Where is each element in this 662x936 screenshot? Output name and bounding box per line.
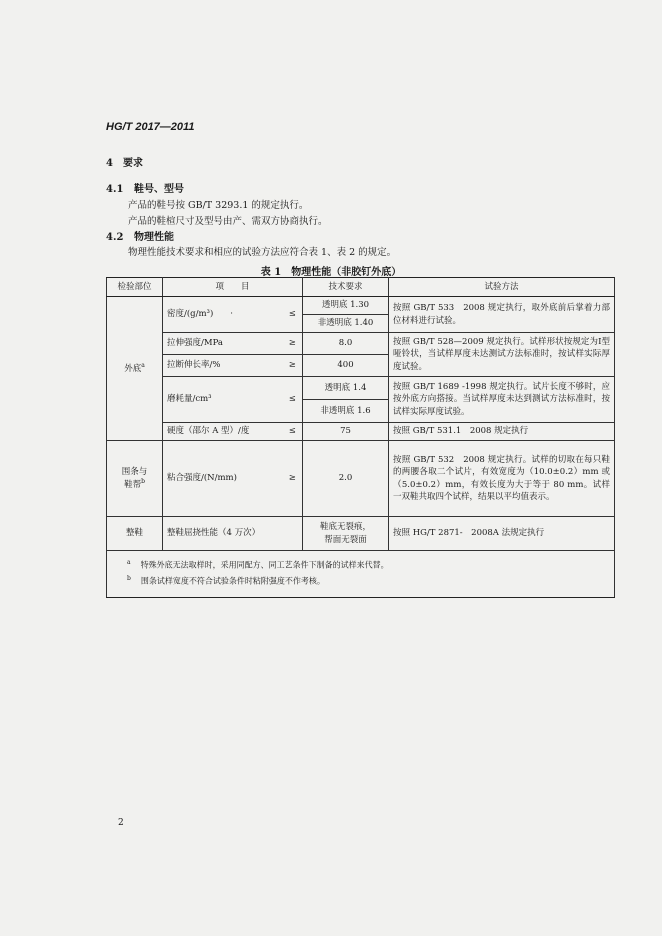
- footnote-b: $^b$ 围条试样宽度不符合试验条件时粘附强度不作考核。: [127, 574, 325, 586]
- item-abrasion: 磨耗量/cm³: [163, 377, 283, 423]
- section-4-1-line-1: 产品的鞋号按 GB/T 3293.1 的规定执行。: [128, 200, 309, 211]
- item-flex: 整鞋屈挠性能（4 万次）: [163, 517, 303, 551]
- table-row: [107, 333, 615, 355]
- density-req-opaque: 非透明底 1.40: [303, 315, 389, 333]
- flex-method: 按照 HG/T 2871- 2008A 法规定执行: [389, 517, 615, 551]
- section-4-heading: [106, 154, 143, 169]
- elongation-symbol: ≥: [283, 355, 303, 377]
- section-4-2-line-1: 物理性能技术要求和相应的试验方法应符合表 1、表 2 的规定。: [128, 247, 397, 258]
- table-row: [107, 377, 615, 400]
- header-part: 检验部位: [107, 278, 163, 297]
- abrasion-method: 按照 GB/T 1689 -1998 规定执行。试片长度不够时，应按外底方向搭接。当试样厚度未达到测试方法标准时，按试样实际厚度试验。: [389, 377, 615, 423]
- table-row: [107, 423, 615, 441]
- section-4-number: 4: [106, 158, 113, 169]
- item-adhesion: 粘合强度/(N/mm): [163, 441, 283, 517]
- part-strip-upper: 围条与 鞋帮$^b$: [107, 441, 163, 517]
- abrasion-symbol: ≤: [283, 377, 303, 423]
- table-1-title: 表 1 物理性能（非胶钉外底）: [260, 267, 402, 278]
- header-item: 项 目: [163, 278, 303, 297]
- tensile-method: 按照 GB/T 528—2009 规定执行。试样形状按规定为Ⅰ型哑铃状，当试样厚度未达测试方法标准时，按试样实际厚度试验。: [389, 333, 615, 377]
- adhesion-symbol: ≥: [283, 441, 303, 517]
- tensile-symbol: ≥: [283, 333, 303, 355]
- adhesion-req: 2.0: [303, 441, 389, 517]
- table-footnotes: [107, 551, 615, 598]
- density-method: 按照 GB/T 533 2008 规定执行，取外底前后掌着力部位材料进行试验。: [389, 297, 615, 333]
- hardness-req: 75: [303, 423, 389, 441]
- physical-properties-table: [106, 277, 615, 598]
- table-row: [107, 441, 615, 517]
- item-density: 密度/(g/m³) ·: [163, 297, 283, 333]
- tensile-req: 8.0: [303, 333, 389, 355]
- abrasion-req-transparent: 透明底 1.4: [303, 377, 389, 400]
- section-4-1-number: 4.1: [106, 184, 124, 195]
- header-method: 试验方法: [389, 278, 615, 297]
- section-4-1-title: 鞋号、型号: [134, 184, 184, 195]
- density-symbol: ≤: [283, 297, 303, 333]
- elongation-req: 400: [303, 355, 389, 377]
- page-number: 2: [118, 818, 124, 828]
- hardness-method: 按照 GB/T 531.1 2008 规定执行: [389, 423, 615, 441]
- part-outsole: 外底$^a$: [107, 297, 163, 441]
- section-4-2-heading: [106, 228, 174, 243]
- part-whole-shoe: 整鞋: [107, 517, 163, 551]
- section-4-2-title: 物理性能: [134, 232, 174, 243]
- item-tensile: 拉伸强度/MPa: [163, 333, 283, 355]
- item-elongation: 拉断伸长率/%: [163, 355, 283, 377]
- hardness-symbol: ≤: [283, 423, 303, 441]
- table-row: [107, 297, 615, 315]
- density-req-transparent: 透明底 1.30: [303, 297, 389, 315]
- table-header-row: [107, 278, 615, 297]
- abrasion-req-opaque: 非透明底 1.6: [303, 400, 389, 423]
- header-requirement: 技术要求: [303, 278, 389, 297]
- section-4-2-number: 4.2: [106, 232, 124, 243]
- section-4-1-heading: [106, 180, 184, 195]
- item-hardness: 硬度（邵尔 A 型）/度: [163, 423, 283, 441]
- section-4-1-line-2: 产品的鞋楦尺寸及型号由产、需双方协商执行。: [128, 216, 328, 227]
- adhesion-method: 按照 GB/T 532 2008 规定执行。试样的切取在每只鞋的两腰各取二个试片，有效宽度为（10.0±0.2）mm 或（5.0±0.2）mm，有效长度为大于等于 80 mm。试样一双鞋共取四个试样，结果以平均值表示。: [389, 441, 615, 517]
- footnote-a: $^a$ 特殊外底无法取样时，采用同配方、同工艺条件下制备的试样来代替。: [127, 559, 389, 570]
- section-4-title: 要求: [122, 158, 143, 169]
- standard-number: HG/T 2017—2011: [106, 121, 195, 133]
- table-row: [107, 517, 615, 551]
- table-footnotes-row: [107, 551, 615, 598]
- flex-req: 鞋底无裂痕， 帮面无裂面: [303, 517, 389, 551]
